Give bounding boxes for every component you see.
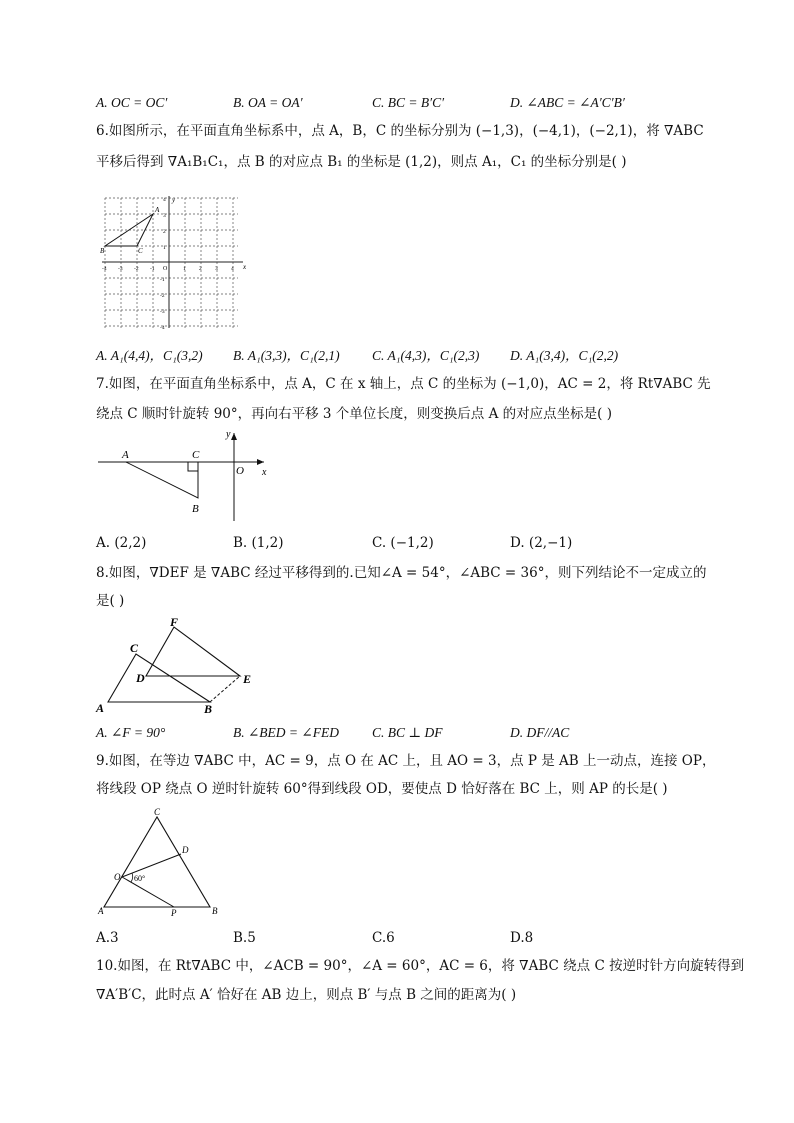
q8-label-f: F bbox=[170, 615, 179, 629]
q7-origin-label: O bbox=[236, 465, 244, 477]
q5-option-b: B. OA = OA′ bbox=[233, 95, 303, 110]
q6-origin-label: O bbox=[163, 266, 168, 272]
q9-option-a: A.3 bbox=[96, 930, 119, 946]
q6-y-tick: -1 bbox=[160, 277, 165, 283]
q9-segment-op bbox=[122, 877, 174, 907]
q9-label-d: D bbox=[182, 845, 189, 855]
q6-option-d: D. A₁(3,4)，C₁(2,2) bbox=[510, 348, 619, 363]
q8-option-c: C. BC ⊥ DF bbox=[372, 725, 443, 740]
q5-option-a: A. OC = OC′ bbox=[96, 95, 168, 110]
q6-y-tick: -2 bbox=[160, 293, 165, 299]
q8-dashed-be bbox=[210, 676, 240, 702]
q7-y-arrow bbox=[231, 433, 237, 440]
q5-option-d: D. ∠ABC = ∠A′C′B′ bbox=[510, 95, 625, 110]
q7-option-d: D. (2,−1) bbox=[510, 535, 573, 551]
q7-x-arrow bbox=[257, 459, 264, 465]
q6-label-b: B bbox=[100, 247, 105, 255]
q6-y-tick: 2 bbox=[163, 229, 166, 235]
q6-x-tick: 4 bbox=[231, 266, 234, 272]
q6-option-b: B. A₁(3,3)，C₁(2,1) bbox=[233, 348, 340, 363]
q8-triangle-abc bbox=[108, 654, 210, 702]
q6-x-tick: -1 bbox=[150, 266, 155, 272]
q6-y-tick: 1 bbox=[163, 245, 166, 251]
q6-y-tick: 4 bbox=[163, 197, 166, 203]
q7-y-label: y bbox=[226, 429, 231, 440]
q9-figure bbox=[94, 806, 230, 920]
q8-triangle-def bbox=[146, 627, 240, 676]
q9-label-b: B bbox=[212, 906, 218, 916]
q8-label-a: A bbox=[96, 701, 105, 715]
q9-label-c: C bbox=[154, 807, 161, 817]
q6-label-a: A bbox=[155, 206, 160, 214]
q7-figure bbox=[96, 428, 276, 523]
q8-option-b: B. ∠BED = ∠FED bbox=[233, 725, 339, 740]
q6-x-tick: 3 bbox=[215, 266, 218, 272]
q6-x-tick: 1 bbox=[183, 266, 186, 272]
q9-label-a: A bbox=[98, 906, 104, 916]
q9-label-o: O bbox=[114, 872, 121, 882]
q9-label-p: P bbox=[171, 908, 177, 918]
q7-label-c: C bbox=[192, 449, 200, 461]
q9-segment-od bbox=[122, 854, 181, 877]
q9-option-d: D.8 bbox=[510, 930, 534, 946]
q8-stem-line1: 8.如图，∇DEF 是 ∇ABC 经过平移得到的.已知∠A = 54°，∠ABC = 36°，则下列结论不一定成立的 bbox=[96, 565, 707, 581]
q6-y-tick: -3 bbox=[160, 309, 165, 315]
q9-stem-line1: 9.如图，在等边 ∇ABC 中，AC = 9，点 O 在 AC 上，且 AO = 3，点 P 是 AB 上一动点，连接 OP， bbox=[96, 753, 716, 769]
q8-option-a: A. ∠F = 90° bbox=[96, 725, 166, 740]
q9-angle-label: 60° bbox=[134, 874, 146, 883]
q7-triangle-abc bbox=[126, 462, 198, 498]
q8-label-e: E bbox=[243, 672, 252, 686]
q6-x-tick: 2 bbox=[199, 266, 202, 272]
q9-triangle-abc bbox=[104, 817, 210, 907]
q8-figure bbox=[92, 614, 262, 719]
q7-label-b: B bbox=[192, 503, 199, 515]
q7-stem-line2: 绕点 C 顺时针旋转 90°，再向右平移 3 个单位长度，则变换后点 A 的对应点坐标是( ) bbox=[96, 406, 612, 422]
q7-option-b: B. (1,2) bbox=[233, 535, 284, 551]
q6-y-label: y bbox=[172, 196, 176, 204]
q8-label-c: C bbox=[130, 641, 139, 655]
q7-label-a: A bbox=[122, 449, 129, 461]
q9-option-c: C.6 bbox=[372, 930, 395, 946]
q10-stem-line1: 10.如图，在 Rt∇ABC 中，∠ACB = 90°，∠A = 60°，AC = 6，将 ∇ABC 绕点 C 按逆时针方向旋转得到 bbox=[96, 958, 745, 974]
q8-option-d: D. DF//AC bbox=[510, 725, 570, 740]
q9-option-b: B.5 bbox=[233, 930, 256, 946]
q8-label-b: B bbox=[204, 702, 213, 716]
q6-grid bbox=[105, 198, 238, 328]
q6-option-a: A. A₁(4,4)，C₁(3,2) bbox=[96, 348, 203, 363]
q6-option-c: C. A₁(4,3)，C₁(2,3) bbox=[372, 348, 480, 363]
q7-option-a: A. (2,2) bbox=[96, 535, 147, 551]
q6-y-ticks bbox=[160, 197, 166, 331]
q9-stem-line2: 将线段 OP 绕点 O 逆时针旋转 60°得到线段 OD，要使点 D 恰好落在 BC 上，则 AP 的长是( ) bbox=[96, 781, 668, 797]
q7-right-angle-mark bbox=[188, 462, 198, 471]
q6-coordinate-figure bbox=[100, 196, 250, 331]
q9-angle-arc bbox=[131, 873, 133, 882]
q6-x-tick: -3 bbox=[118, 266, 123, 272]
q7-stem-line1: 7.如图，在平面直角坐标系中，点 A，C 在 x 轴上，点 C 的坐标为 (−1,0)，AC = 2，将 Rt∇ABC 先 bbox=[96, 376, 711, 392]
q6-x-tick: -2 bbox=[134, 266, 139, 272]
q7-x-label: x bbox=[262, 467, 267, 478]
q6-x-ticks bbox=[102, 266, 234, 272]
q8-stem-line2: 是( ) bbox=[96, 593, 125, 609]
q6-stem-line2: 平移后得到 ∇A₁B₁C₁，点 B 的对应点 B₁ 的坐标是 (1,2)，则点 A₁，C₁ 的坐标分别是( ) bbox=[96, 154, 627, 170]
q6-x-tick: -4 bbox=[102, 266, 107, 272]
q6-label-c: C bbox=[138, 247, 143, 255]
q5-option-c: C. BC = B′C′ bbox=[372, 95, 445, 110]
q10-stem-line2: ∇A′B′C，此时点 A′ 恰好在 AB 边上，则点 B′ 与点 B 之间的距离为( ) bbox=[96, 987, 517, 1003]
q6-y-tick: 3 bbox=[163, 213, 166, 219]
q6-x-label: x bbox=[243, 263, 247, 271]
q6-stem-line1: 6.如图所示，在平面直角坐标系中，点 A，B，C 的坐标分别为 (−1,3)，(−4,1)，(−2,1)，将 ∇ABC bbox=[96, 123, 704, 139]
q6-y-tick: -4 bbox=[160, 325, 165, 331]
q8-label-d: D bbox=[136, 671, 145, 685]
q7-option-c: C. (−1,2) bbox=[372, 535, 434, 551]
